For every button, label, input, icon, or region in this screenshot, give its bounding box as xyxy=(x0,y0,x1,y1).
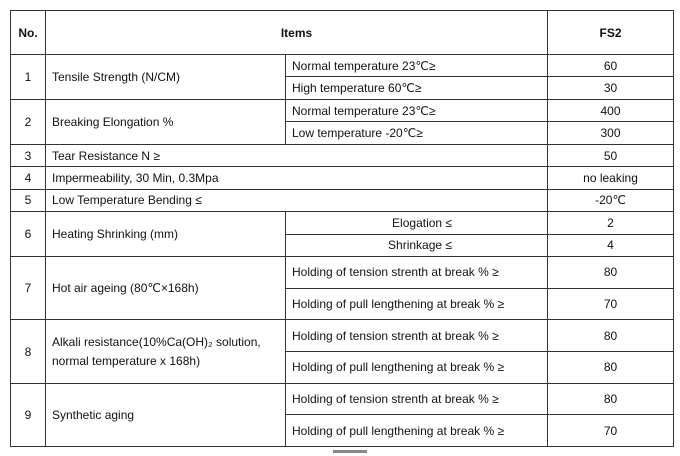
table-row xyxy=(11,383,674,415)
item-name: Tear Resistance N ≥ xyxy=(46,144,548,166)
condition-label: Holding of pull lengthening at break % ≥ xyxy=(286,415,548,447)
condition-label: Elogation ≤ xyxy=(286,212,548,234)
row-number: 8 xyxy=(11,320,46,383)
condition-label: Holding of pull lengthening at break % ≥ xyxy=(286,352,548,384)
item-name xyxy=(46,320,286,383)
condition-value: 80 xyxy=(548,257,674,289)
header-product: FS2 xyxy=(548,11,674,55)
condition-value: 80 xyxy=(548,352,674,384)
row-number: 2 xyxy=(11,99,46,144)
condition-value: 300 xyxy=(548,122,674,144)
condition-label: Holding of tension strenth at break % ≥ xyxy=(286,257,548,289)
condition-value: 70 xyxy=(548,288,674,320)
condition-value: 80 xyxy=(548,383,674,415)
row-number: 3 xyxy=(11,144,46,166)
condition-value: 2 xyxy=(548,212,674,234)
condition-value: 400 xyxy=(548,99,674,121)
condition-value: 30 xyxy=(548,77,674,99)
item-value: -20℃ xyxy=(548,189,674,211)
item-name: Heating Shrinking (mm) xyxy=(46,212,286,257)
condition-label: Holding of tension strenth at break % ≥ xyxy=(286,383,548,415)
condition-label: Holding of pull lengthening at break % ≥ xyxy=(286,288,548,320)
condition-value: 80 xyxy=(548,320,674,352)
item-value: 50 xyxy=(548,144,674,166)
table-row xyxy=(11,167,674,189)
spec-table xyxy=(10,10,674,447)
condition-label: Low temperature -20℃≥ xyxy=(286,122,548,144)
table-row xyxy=(11,144,674,166)
item-name: Breaking Elongation % xyxy=(46,99,286,144)
header-no: No. xyxy=(11,11,46,55)
condition-label: Shrinkage ≤ xyxy=(286,234,548,256)
table-row xyxy=(11,320,674,352)
row-number: 5 xyxy=(11,189,46,211)
row-number: 7 xyxy=(11,257,46,320)
table-row xyxy=(11,189,674,211)
condition-label: Holding of tension strenth at break % ≥ xyxy=(286,320,548,352)
condition-value: 60 xyxy=(548,55,674,77)
item-value: no leaking xyxy=(548,167,674,189)
item-name-line: normal temperature x 168h) xyxy=(52,353,201,368)
item-name: Hot air ageing (80℃×168h) xyxy=(46,257,286,320)
table-row xyxy=(11,212,674,234)
condition-value: 70 xyxy=(548,415,674,447)
item-name: Impermeability, 30 Min, 0.3Mpa xyxy=(46,167,548,189)
condition-label: High temperature 60℃≥ xyxy=(286,77,548,99)
table-row xyxy=(11,257,674,289)
condition-label: Normal temperature 23℃≥ xyxy=(286,55,548,77)
header-row xyxy=(11,11,674,55)
table-row xyxy=(11,99,674,121)
row-number: 6 xyxy=(11,212,46,257)
scroll-indicator xyxy=(333,450,367,453)
table-row xyxy=(11,55,674,77)
row-number: 1 xyxy=(11,55,46,100)
item-name-line: Alkali resistance(10%Ca(OH)₂ solution, xyxy=(52,334,261,349)
row-number: 4 xyxy=(11,167,46,189)
row-number: 9 xyxy=(11,383,46,446)
item-name: Tensile Strength (N/CM) xyxy=(46,55,286,100)
item-name: Synthetic aging xyxy=(46,383,286,446)
header-items: Items xyxy=(46,11,548,55)
condition-label: Normal temperature 23℃≥ xyxy=(286,99,548,121)
item-name: Low Temperature Bending ≤ xyxy=(46,189,548,211)
condition-value: 4 xyxy=(548,234,674,256)
